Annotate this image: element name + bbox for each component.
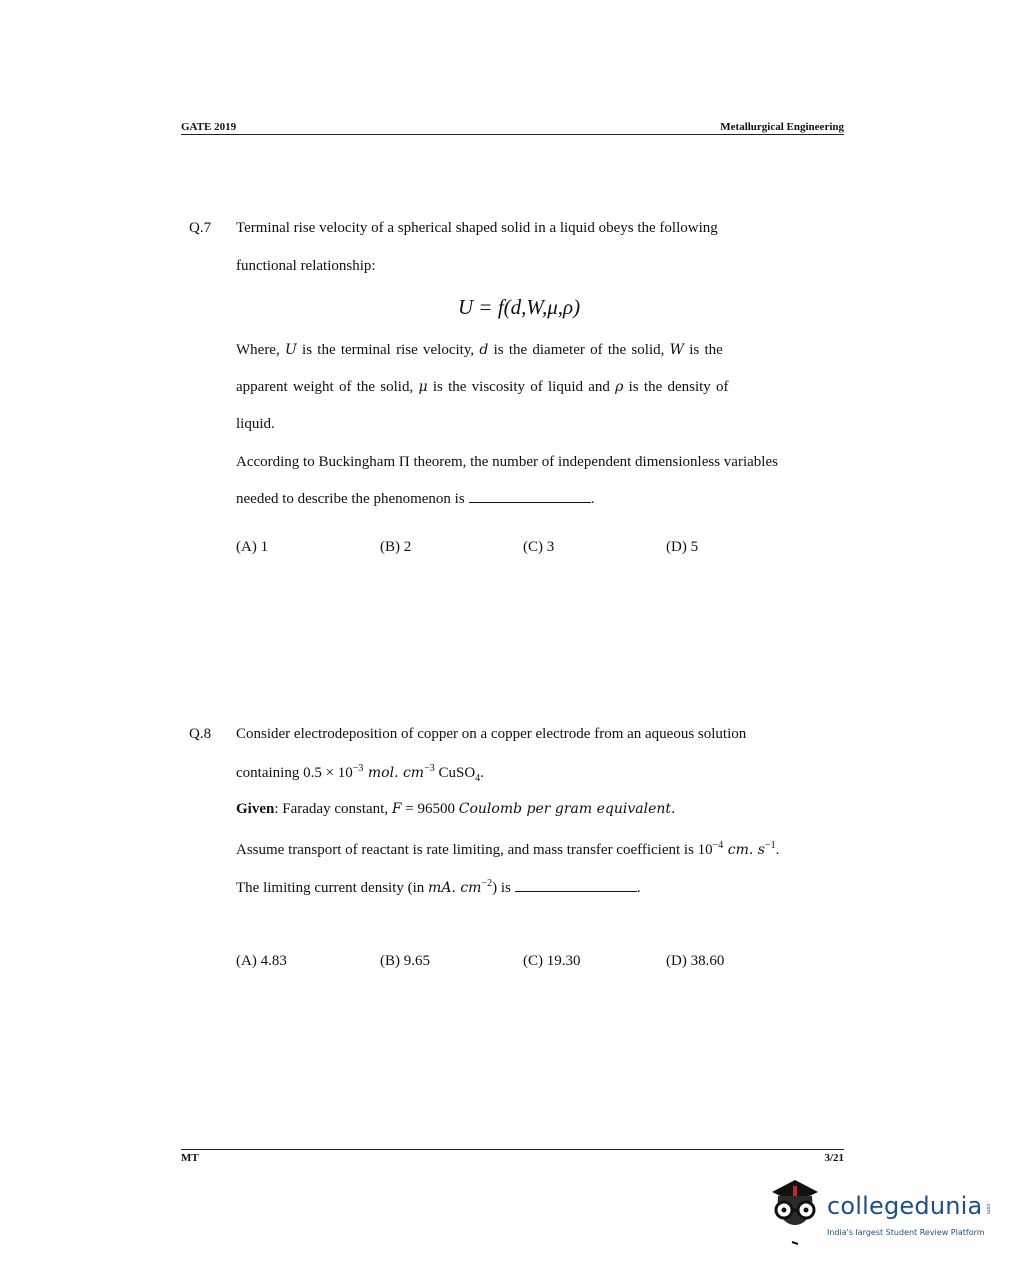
text-span: ) is [492, 880, 511, 896]
text-span: apparent weight of the solid, [236, 379, 419, 395]
superscript: −4 [712, 840, 724, 851]
question-text [236, 491, 594, 508]
option-b: (B) 9.65 [380, 953, 430, 969]
superscript: −2 [481, 878, 493, 889]
question-text: According to Buckingham Π theorem, the number of independent dimensionless variables [236, 454, 778, 470]
subscript: 4 [475, 773, 481, 784]
unit: mA. cm [428, 880, 482, 896]
question-text: Terminal rise velocity of a spherical shaped solid in a liquid obeys the following [236, 220, 718, 236]
equation: U = f(d,W,μ,ρ) [458, 295, 581, 319]
text-span: CuSO [434, 765, 476, 781]
text-span: : Faraday constant, [274, 801, 392, 817]
question-text [236, 342, 723, 359]
superscript: −3 [424, 763, 435, 774]
question-text [236, 878, 641, 897]
header-exam-title: GATE 2019 [181, 121, 237, 133]
text-span: is the [684, 342, 723, 358]
question-number: Q.8 [189, 726, 212, 742]
right-pupil [804, 1208, 809, 1213]
question-text [236, 763, 484, 784]
variable: μ [418, 379, 428, 395]
text-span: = 96500 [401, 801, 459, 817]
question-number: Q.7 [189, 220, 212, 236]
text-span: Where, [236, 342, 285, 358]
superscript: −1 [764, 840, 776, 851]
footer-page-number: 3/21 [824, 1152, 844, 1164]
footer-rule [181, 1149, 844, 1150]
text-span: . [590, 491, 595, 507]
brand-name: collegedunia [827, 1192, 983, 1220]
unit: mol. cm [363, 765, 425, 781]
variable: ρ [615, 379, 624, 395]
text-span: is the terminal rise velocity, [296, 342, 480, 358]
option-c: (C) 19.30 [523, 953, 581, 969]
option-b: (B) 2 [380, 539, 412, 555]
text-span: . [636, 880, 641, 896]
superscript: −3 [352, 763, 364, 774]
variable: W [669, 342, 684, 358]
text-span: Assume transport of reactant is rate limiting, and mass transfer coefficient is 10 [236, 842, 713, 858]
brand-watermark [766, 1178, 1006, 1248]
text-span: containing 0.5 × 10 [236, 765, 353, 781]
left-pupil [782, 1208, 787, 1213]
text-span: needed to describe the phenomenon is [236, 491, 465, 507]
mascot-icon [766, 1178, 824, 1248]
variable: F [391, 801, 402, 817]
text-span: is the density of [623, 379, 729, 395]
question-text [236, 379, 729, 396]
unit: cm. s [723, 842, 765, 858]
text-span: is the viscosity of liquid and [427, 379, 616, 395]
option-c: (C) 3 [523, 539, 555, 555]
given-label: Given [236, 801, 275, 817]
variable: d [479, 342, 489, 358]
question-text [236, 840, 779, 859]
answer-blank [515, 881, 637, 892]
variable: U [284, 342, 297, 358]
text-span: . [775, 842, 780, 858]
option-a: (A) 4.83 [236, 953, 287, 969]
brand-tagline: India's largest Student Review Platform [827, 1228, 985, 1237]
question-text: liquid. [236, 416, 275, 432]
brand-domain: .com [985, 1202, 991, 1215]
option-a: (A) 1 [236, 539, 269, 555]
text-span: . [480, 765, 484, 781]
text-span: The limiting current density (in [236, 880, 429, 896]
question-text: functional relationship: [236, 258, 376, 274]
header-rule [181, 134, 844, 135]
option-d: (D) 5 [666, 539, 699, 555]
mascot-mark [792, 1242, 798, 1244]
footer-paper-code: MT [181, 1152, 199, 1164]
answer-blank [469, 492, 591, 503]
option-d: (D) 38.60 [666, 953, 725, 969]
unit: Coulomb per gram equivalent. [458, 801, 676, 817]
header-subject: Metallurgical Engineering [720, 121, 844, 133]
question-text [236, 801, 675, 818]
question-text: Consider electrodeposition of copper on a copper electrode from an aqueous solution [236, 726, 747, 742]
text-span: is the diameter of the solid, [488, 342, 670, 358]
